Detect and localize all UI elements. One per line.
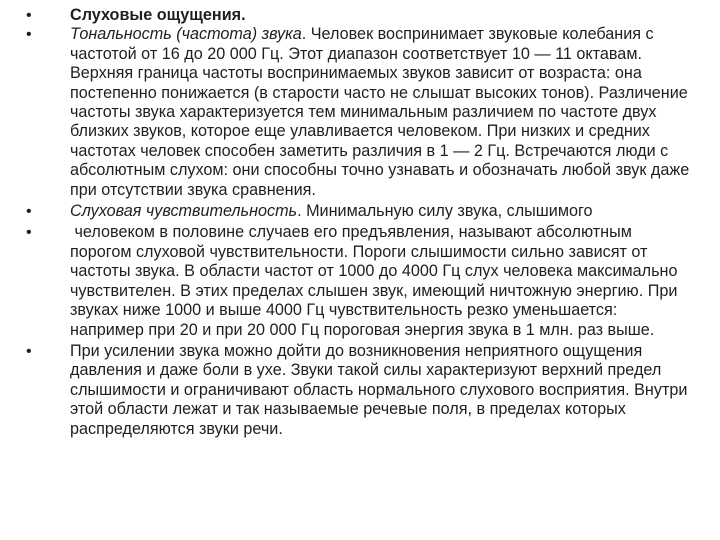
term-tonality: Тональность (частота) звука [70, 25, 302, 44]
bullet-item-pain [26, 342, 690, 439]
paragraph-pain-threshold: При усилении звука можно дойти до возникновения неприятного ощущения давления и даже боли в ухе. Звуки такой силы характеризуют верхний предел слышимости и ограничивают область нормального слухового восприятия. Внутри этой области лежат и так называемые речевые поля, в пределах которых распределяются звуки речи. [70, 341, 688, 438]
bullet-item-tonality [26, 25, 690, 200]
bullet-icon: • [26, 342, 32, 360]
paragraph-tonality: . Человек воспринимает звуковые колебания с частотой от 16 до 20 000 Гц. Этот диапазон соответствует 10 — 11 октавам. Верхняя граница частоты воспринимаемых звуков зависит от возраста: она постепенно понижается (в старости часто не слышат высоких тонов). Различение частоты звука характеризуется тем минимальным различием по частоте двух близких звуков, которое еще улавливается человеком. При низких и средних частотах человек способен заметить различия в 1 — 2 Гц. Встречаются люди с абсолютным слухом: они способны точно узнавать и обозначать любой звук даже при отсутствии звука сравнения. [70, 25, 690, 199]
section-heading: Слуховые ощущения. [70, 6, 246, 24]
bullet-list [26, 6, 690, 439]
bullet-item-heading [26, 6, 690, 25]
bullet-icon: • [26, 7, 32, 24]
bullet-icon: • [26, 224, 32, 242]
paragraph-threshold: человеком в половине случаев его предъявления, называют абсолютным порогом слуховой чувствительности. Пороги слышимости сильно зависят от частоты звука. В области частот от 1000 до 4000 Гц слух человека максимально чувствителен. В этих пределах слышен звук, имеющий ничтожную энергию. При звуках ниже 1000 и выше 4000 Гц чувствительность резко уменьшается: например при 20 и при 20 000 Гц пороговая энергия звука в 1 млн. раз выше. [70, 223, 682, 339]
bullet-icon: • [26, 26, 32, 44]
term-sensitivity: Слуховая чувствительность [70, 202, 298, 221]
bullet-item-threshold [26, 223, 690, 339]
bullet-icon: • [26, 203, 32, 221]
bullet-item-sensitivity [26, 202, 690, 221]
paragraph-sensitivity-lead: . Минимальную силу звука, слышимого [297, 202, 593, 221]
